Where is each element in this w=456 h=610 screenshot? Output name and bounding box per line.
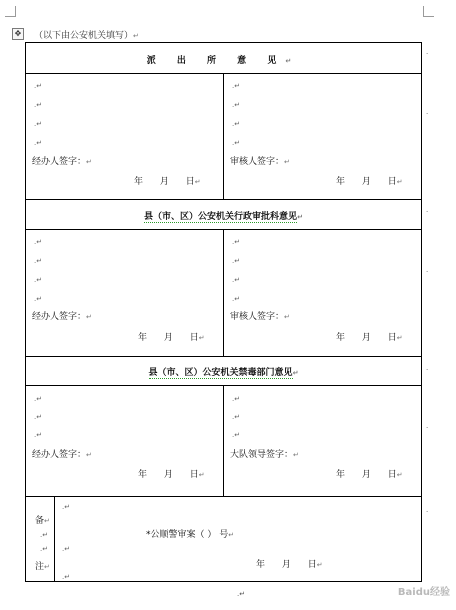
handler-sign-label: 经办人签字：↵ — [32, 450, 92, 460]
date-line: 年 月 日↵ — [336, 333, 403, 343]
date-line: 年 月 日↵ — [138, 333, 205, 343]
note-text: （以下由公安机关填写）↵ — [34, 31, 139, 41]
reviewer-sign-label: 审核人签字：↵ — [230, 312, 290, 322]
remarks-date-line: 年 月 日↵ — [256, 560, 323, 570]
margin-corner-top-right — [423, 6, 434, 17]
margin-corner-top-left — [5, 6, 16, 17]
brigade-leader-sign-label: 大队领导签字：↵ — [230, 450, 299, 460]
watermark-logo: Baidu经验 — [397, 587, 450, 598]
reviewer-sign-label: 审核人签字：↵ — [230, 157, 290, 167]
table-move-handle-icon[interactable]: ✥ — [12, 28, 24, 40]
date-line: 年 月 日↵ — [138, 470, 205, 480]
handler-sign-label: 经办人签字：↵ — [32, 157, 92, 167]
remarks-label-top: 备↵ — [35, 516, 50, 526]
section-title-approval-dept: 县（市、区）公安机关行政审批科意见↵ — [144, 212, 303, 222]
handler-sign-label: 经办人签字：↵ — [32, 312, 92, 322]
approval-table: 派 出 所 意 见↵ .↵ .↵ .↵ .↵ 经办人签字：↵ 年 月 日↵ .↵ .↵ .↵ .↵ 审核人签字：↵ 年 月 日↵ 县（市、区）公安机关行政审批科意见↵ .↵ .↵ .↵ .↵ 经办人签字：↵ 年 月 日↵ .↵ .↵ .↵ .↵ 审核人签字：↵ 年 月 日↵ 县（市、区）公安机关禁毒部门意见↵ .↵ .↵ .↵ 经办人签字：↵ 年 月 日↵ .↵ .↵ .↵ 大队领导签字：↵ 年 月 日↵ 备↵ .↵ .↵ 注↵ .↵ *公顺警审案（ ） 号↵ .↵ 年 月 日↵ .↵ — [25, 42, 422, 582]
date-line: 年 月 日↵ — [336, 470, 403, 480]
remarks-case-number: *公顺警审案（ ） 号↵ — [146, 530, 235, 540]
section-title-narcotics-dept: 县（市、区）公安机关禁毒部门意见↵ — [148, 368, 299, 378]
date-line: 年 月 日↵ — [134, 177, 201, 187]
remarks-label-bottom: 注↵ — [35, 562, 50, 572]
section-title-police-station: 派 出 所 意 见↵ — [146, 56, 301, 66]
date-line: 年 月 日↵ — [336, 177, 403, 187]
